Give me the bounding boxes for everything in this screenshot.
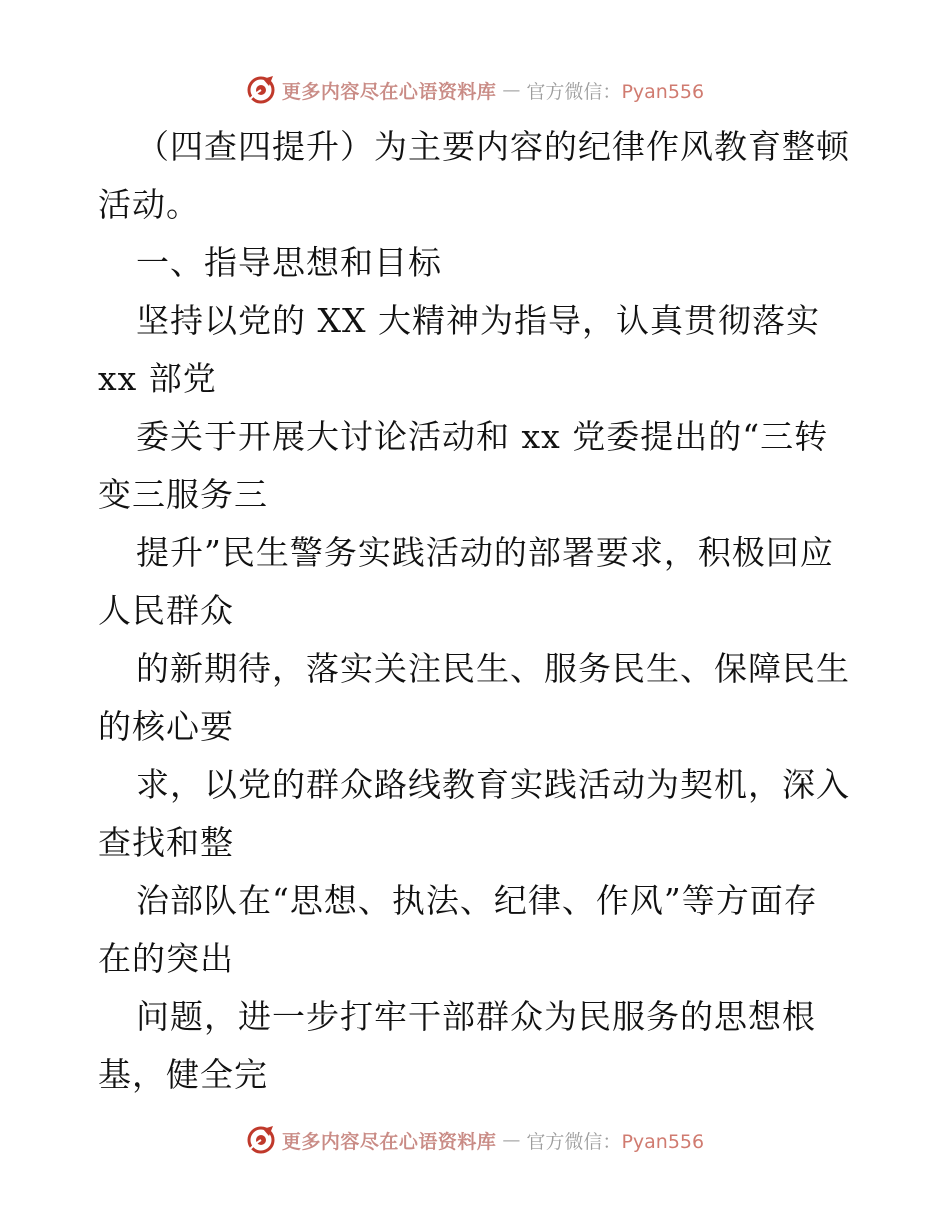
watermark-contact-id: Pyan556 bbox=[621, 1130, 705, 1153]
watermark-contact-id: Pyan556 bbox=[621, 80, 705, 103]
text-line: 变三服务三 bbox=[98, 475, 268, 514]
text-line: 一、指导思想和目标 bbox=[136, 243, 442, 282]
text-line: 委关于开展大讨论活动和 xx 党委提出的“三转 bbox=[136, 417, 829, 456]
pen-logo-icon bbox=[246, 75, 276, 105]
document-body bbox=[98, 118, 858, 1104]
text-line: 活动。 bbox=[98, 185, 200, 224]
watermark-contact bbox=[526, 77, 704, 104]
text-line: 的核心要 bbox=[98, 707, 234, 746]
text-line: 人民群众 bbox=[98, 591, 234, 630]
text-line: 查找和整 bbox=[98, 823, 234, 862]
watermark-dash: — bbox=[502, 1129, 521, 1151]
text-line: 基，健全完 bbox=[98, 1055, 268, 1094]
watermark-footer bbox=[0, 1120, 950, 1160]
watermark-site-name: 更多内容尽在心语资料库 bbox=[281, 1130, 497, 1153]
text-line: 坚持以党的 XX 大精神为指导，认真贯彻落实 bbox=[136, 301, 820, 340]
pen-logo-icon bbox=[246, 1125, 276, 1155]
text-line: 治部队在“思想、执法、纪律、作风”等方面存 bbox=[136, 881, 818, 920]
text-line: 提升”民生警务实践活动的部署要求，积极回应 bbox=[136, 533, 834, 572]
text-line: xx 部党 bbox=[98, 359, 217, 398]
watermark-contact-label: 官方微信： bbox=[526, 1130, 622, 1153]
text-line: 问题，进一步打牢干部群众为民服务的思想根 bbox=[136, 997, 816, 1036]
text-line: 在的突出 bbox=[98, 939, 234, 978]
text-line: （四查四提升）为主要内容的纪律作风教育整顿 bbox=[136, 127, 850, 166]
watermark-dash: — bbox=[502, 79, 521, 101]
watermark-header bbox=[0, 70, 950, 110]
watermark-contact bbox=[526, 1127, 704, 1154]
text-line: 的新期待，落实关注民生、服务民生、保障民生 bbox=[136, 649, 850, 688]
text-line: 求，以党的群众路线教育实践活动为契机，深入 bbox=[136, 765, 850, 804]
watermark-contact-label: 官方微信： bbox=[526, 80, 622, 103]
watermark-site-name: 更多内容尽在心语资料库 bbox=[281, 80, 497, 103]
